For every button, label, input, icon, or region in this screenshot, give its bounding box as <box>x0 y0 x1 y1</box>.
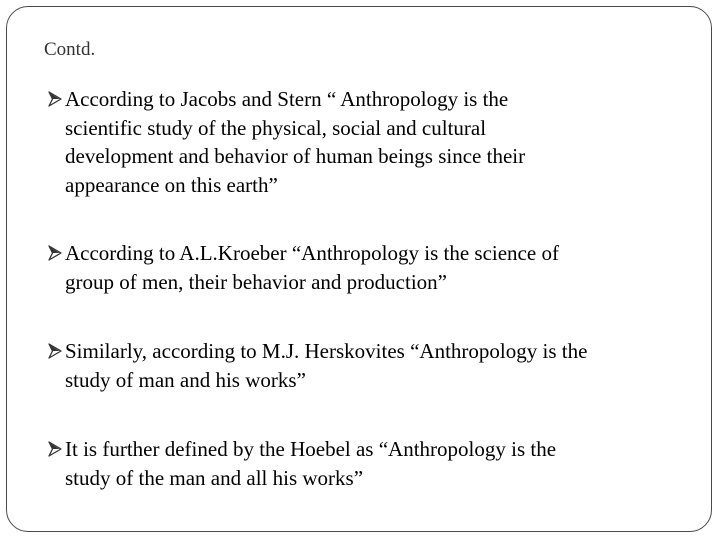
arrow-bullet-icon <box>48 441 62 457</box>
bullet-line: development and behavior of human beings since their <box>65 144 526 168</box>
arrow-bullet-icon <box>48 343 62 359</box>
bullet-text <box>65 337 688 394</box>
bullet-text <box>65 85 688 199</box>
arrow-bullet-icon <box>48 245 62 261</box>
bullet-line: According to Jacobs and Stern “ Anthropology is the <box>65 87 509 111</box>
bullet-line: study of the man and all his works” <box>65 465 364 490</box>
bullet-text <box>65 239 688 296</box>
bullet-line: scientific study of the physical, social and cultural <box>65 115 487 140</box>
slide-title: Contd. <box>44 39 96 60</box>
bullet-text <box>65 435 688 492</box>
bullet-line: Similarly, according to M.J. Herskovites “Anthropology is the <box>65 339 588 363</box>
bullet-line: It is further defined by the Hoebel as “Anthropology is the <box>65 437 557 461</box>
bullet-line: According to A.L.Kroeber “Anthropology is the science of <box>65 241 559 265</box>
arrow-bullet-icon <box>48 91 62 107</box>
bullet-line: appearance on this earth” <box>65 172 278 197</box>
bullet-line: study of man and his works” <box>65 367 306 392</box>
bullet-line: group of men, their behavior and production” <box>65 269 447 294</box>
